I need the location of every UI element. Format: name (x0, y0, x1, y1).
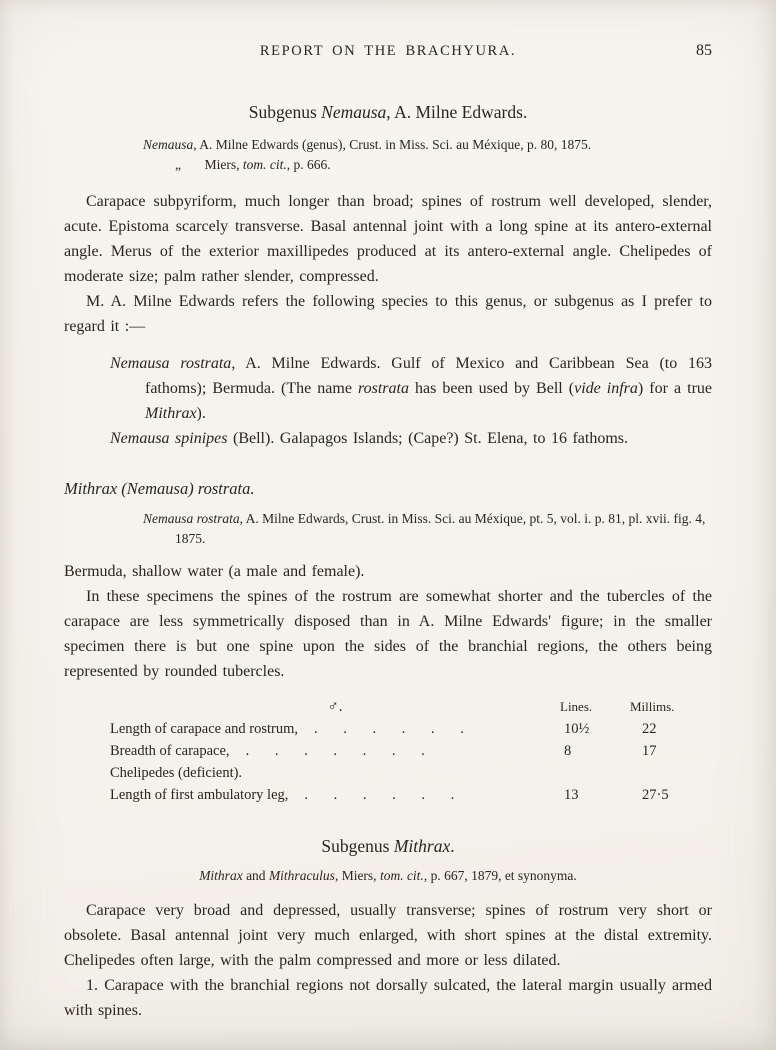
nemausa-refers-paragraph: M. A. Milne Edwards refers the following species to this genus, or subgenus as I prefer to regard it :— (64, 293, 712, 335)
male-symbol-header: ♂. (327, 699, 343, 715)
nemausa-description-paragraph: Carapace subpyriform, much longer than broad; spines of rostrum well developed, slender, acute. Epistoma scarcely transverse. Basal antennal joint with a long spine at its antero-external angle. Merus of the exterior maxillipedes produced at its antero-external angle. Chelipedes of moderate size; palm rather slender, compressed. (64, 193, 712, 285)
table-row (110, 718, 712, 740)
table-row (110, 784, 712, 806)
mithrax-description-paragraph: Carapace very broad and depressed, usually transverse; spines of rostrum very short or obsolete. Basal antennal joint very much enlarged, with short spines at the distal extremity. Chelipedes often large, with the palm compressed and more or less dilated. (64, 902, 712, 969)
row-label: Chelipedes (deficient). (110, 765, 243, 781)
dot-leaders: . . . . . . (314, 721, 464, 737)
row-label: Breadth of carapace, (110, 743, 230, 759)
row-label-cell (110, 740, 560, 762)
row-label-cell (110, 762, 560, 784)
page-number: 85 (696, 42, 712, 59)
lines-value: 13 (564, 787, 579, 803)
species-list (64, 351, 712, 451)
specimens-paragraph: In these specimens the spines of the rostrum are somewhat shorter and the tubercles of the carapace are less symmetrically disposed than in A. Milne Edwards' figure; in the smaller specimen there is but one spine upon the sides of the branchial regions, the others being represented by rounded tubercles. (64, 588, 712, 680)
table-row (110, 740, 712, 762)
nemausa-citation-block (64, 135, 712, 175)
measurement-table (110, 696, 712, 806)
table-row (110, 762, 712, 784)
lines-value: 8 (564, 743, 572, 759)
citation-line-2: „ Miers, tom. cit., p. 666. (175, 157, 331, 172)
millims-column-header: Millims. (630, 699, 675, 714)
mithrax-rostrata-heading: Mithrax (Nemausa) rostrata. (64, 479, 255, 498)
row-label-cell (110, 784, 560, 806)
rostrata-citation: Nemausa rostrata, A. Milne Edwards, Crust. in Miss. Sci. au Méxique, pt. 5, vol. i. p. 81, pl. xvii. fig. 4, 1875. (143, 511, 706, 546)
subgenus-mithrax-heading: Subgenus Mithrax. (321, 836, 455, 856)
mithrax-item1-paragraph: 1. Carapace with the branchial regions not dorsally sulcated, the lateral margin usually armed with spines. (64, 977, 712, 1019)
citation-line-1: Nemausa, A. Milne Edwards (genus), Crust. in Miss. Sci. au Méxique, p. 80, 1875. (143, 137, 592, 152)
table-header-row (110, 696, 712, 718)
lines-value: 10½ (564, 721, 590, 737)
millims-value: 17 (642, 743, 657, 759)
mithrax-citation: Mithrax and Mithraculus, Miers, tom. cit., p. 667, 1879, et synonyma. (199, 868, 577, 883)
running-header (64, 42, 712, 60)
millims-value: 22 (642, 721, 657, 737)
lines-column-header: Lines. (560, 699, 593, 714)
row-label: Length of carapace and rostrum, (110, 721, 299, 737)
dot-leaders: . . . . . . (304, 787, 455, 803)
species-entry-spinipes: Nemausa spinipes (Bell). Galapagos Islands; (Cape?) St. Elena, to 16 fathoms. (110, 430, 629, 447)
row-label-cell (110, 718, 560, 740)
running-head-title: REPORT ON THE BRACHYURA. (259, 43, 517, 59)
species-entry-rostrata: Nemausa rostrata, A. Milne Edwards. Gulf of Mexico and Caribbean Sea (to 163 fathoms); Bermuda. (The name rostrata has been used by Bell (vide infra) for a true Mithrax). (110, 355, 712, 422)
subgenus-nemausa-heading: Subgenus Nemausa, A. Milne Edwards. (248, 102, 528, 122)
bermuda-paragraph: Bermuda, shallow water (a male and female). (64, 563, 365, 580)
millims-value: 27·5 (642, 787, 669, 803)
dot-leaders: . . . . . . . (245, 743, 425, 759)
row-label: Length of first ambulatory leg, (110, 787, 289, 803)
